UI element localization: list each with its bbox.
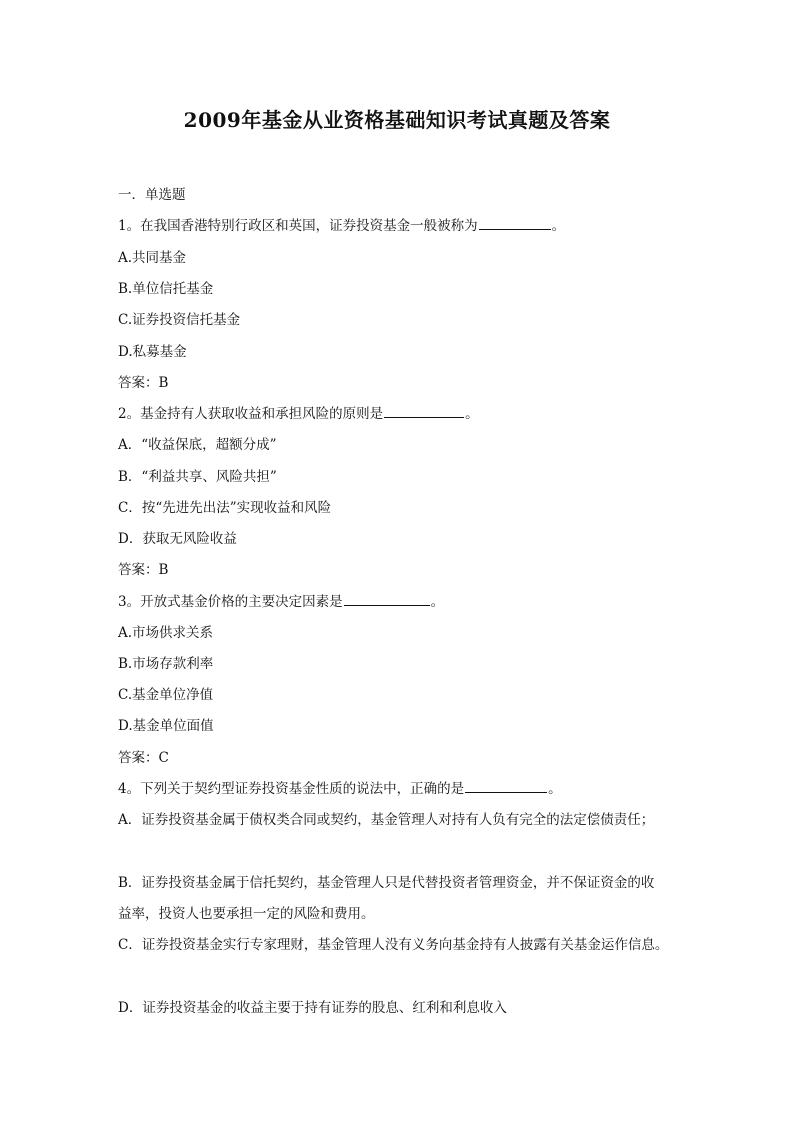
section-heading: 一．单选题	[118, 187, 186, 203]
question-1-stem	[118, 214, 565, 234]
question-2-stem	[118, 402, 479, 422]
question-2-answer: 答案：B	[118, 562, 169, 578]
question-3-text: 3。开放式基金价格的主要决定因素是	[118, 594, 343, 610]
question-1-option-d: D.私募基金	[118, 344, 187, 360]
question-3-answer: 答案：C	[118, 750, 169, 766]
question-3-stem	[118, 590, 444, 610]
question-2-option-c: C．按“先进先出法”实现收益和风险	[118, 500, 332, 516]
question-1-option-b: B.单位信托基金	[118, 281, 214, 297]
question-4-end: 。	[548, 781, 562, 797]
question-1-answer: 答案：B	[118, 375, 169, 391]
question-2-option-d: D．获取无风险收益	[118, 531, 237, 547]
question-1-option-c: C.证券投资信托基金	[118, 312, 241, 328]
question-2-end: 。	[465, 406, 479, 422]
question-1-text: 1。在我国香港特别行政区和英国，证券投资基金一般被称为	[118, 218, 478, 234]
question-4-stem	[118, 777, 562, 797]
question-4-option-c: C．证券投资基金实行专家理财，基金管理人没有义务向基金持有人披露有关基金运作信息。	[118, 937, 669, 953]
answer-blank	[465, 779, 547, 793]
question-3-option-d: D.基金单位面值	[118, 718, 214, 734]
question-4-option-d: D．证券投资基金的收益主要于持有证券的股息、红利和利息收入	[118, 1000, 507, 1016]
answer-blank	[344, 592, 430, 606]
question-4-option-b-line1: B．证券投资基金属于信托契约，基金管理人只是代替投资者管理资金，并不保证资金的收	[118, 875, 655, 891]
answer-blank	[479, 216, 551, 230]
question-4-option-b-line2: 益率，投资人也要承担一定的风险和费用。	[118, 906, 375, 922]
question-4-option-a: A．证券投资基金属于债权类合同或契约，基金管理人对持有人负有完全的法定偿债责任；	[118, 812, 655, 828]
question-1-option-a: A.共同基金	[118, 250, 187, 266]
question-3-option-a: A.市场供求关系	[118, 625, 214, 641]
question-2-text: 2。基金持有人获取收益和承担风险的原则是	[118, 406, 384, 422]
question-1-end: 。	[551, 218, 566, 234]
question-3-end: 。	[430, 594, 445, 610]
question-4-text: 4。下列关于契约型证券投资基金性质的说法中，正确的是	[118, 781, 465, 797]
question-2-option-a: A．“收益保底，超额分成”	[118, 437, 277, 453]
question-2-option-b: B．“利益共享、风险共担”	[118, 469, 277, 485]
document-title: 2009年基金从业资格基础知识考试真题及答案	[183, 108, 611, 132]
question-3-option-c: C.基金单位净值	[118, 687, 214, 703]
answer-blank	[384, 404, 464, 418]
question-3-option-b: B.市场存款利率	[118, 656, 214, 672]
